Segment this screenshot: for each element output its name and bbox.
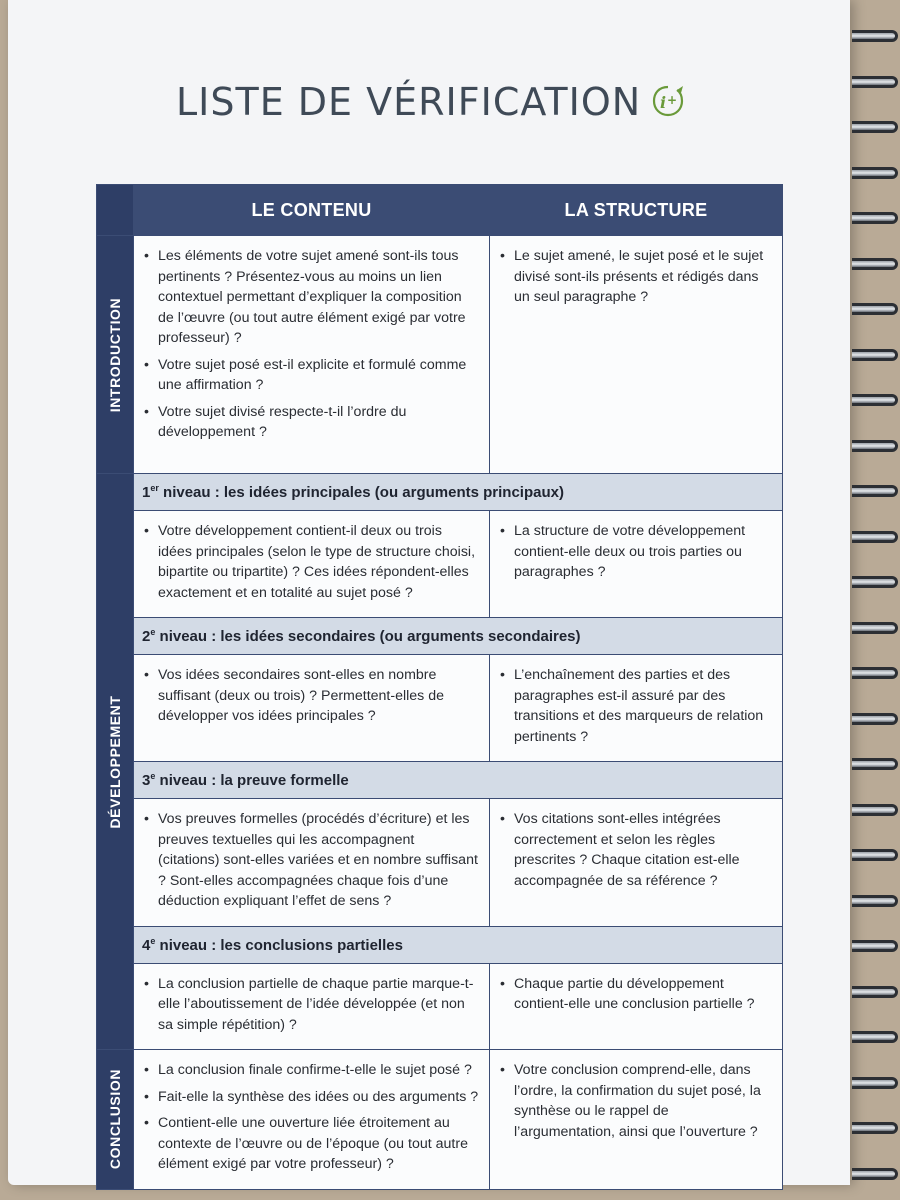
- section-label-developpement: DÉVELOPPEMENT: [97, 474, 134, 1050]
- intro-structure-cell: [490, 236, 783, 474]
- svg-text:+: +: [667, 93, 678, 107]
- level-3-structure-cell: [490, 799, 783, 927]
- level-heading-2: 2e niveau : les idées secondaires (ou arguments secondaires): [134, 618, 783, 655]
- spiral-ring: [852, 212, 898, 224]
- spiral-ring: [852, 167, 898, 179]
- spiral-ring: [852, 940, 898, 952]
- spiral-ring: [852, 1122, 898, 1134]
- checklist-items: [490, 1050, 782, 1156]
- level-2-contenu-cell: [134, 655, 490, 762]
- checklist-items: [134, 799, 489, 926]
- conclusion-structure-cell: [490, 1050, 783, 1190]
- level-3-contenu-cell: [134, 799, 490, 927]
- spiral-ring: [852, 849, 898, 861]
- column-header-structure: LA STRUCTURE: [490, 185, 783, 236]
- checklist-items: [490, 236, 782, 322]
- checklist-items: [134, 1050, 489, 1189]
- level-heading-1: 1er niveau : les idées principales (ou arguments principaux): [134, 474, 783, 511]
- spiral-ring: [852, 440, 898, 452]
- checklist-items: [490, 511, 782, 597]
- checklist-item: • Votre sujet divisé respecte-t-il l’ordre du développement ?: [158, 402, 479, 443]
- checklist-items: [134, 964, 489, 1050]
- spiral-binding: [848, 0, 900, 1200]
- spiral-ring: [852, 30, 898, 42]
- checklist-item: • Votre développement contient-il deux ou trois idées principales (selon le type de structure choisi, bipartite ou tripartite) ? Ces idées répondent-elles exactement et en totalité au sujet posé ?: [158, 521, 479, 603]
- spiral-ring: [852, 804, 898, 816]
- checklist-item: • Les éléments de votre sujet amené sont-ils tous pertinents ? Présentez-vous au moins un lien contextuel permettant d’expliquer la composition de l’œuvre (ou tout autre élément exigé par votre professeur) ?: [158, 246, 479, 349]
- checklist-items: [134, 236, 489, 457]
- table-corner: [97, 185, 134, 236]
- spiral-ring: [852, 303, 898, 315]
- spiral-ring: [852, 1077, 898, 1089]
- checklist-item: • Le sujet amené, le sujet posé et le sujet divisé sont-ils présents et rédigés dans un seul paragraphe ?: [514, 246, 772, 308]
- spiral-ring: [852, 76, 898, 88]
- checklist-item: • La structure de votre développement contient-elle deux ou trois parties ou paragraphes ?: [514, 521, 772, 583]
- spiral-ring: [852, 1168, 898, 1180]
- level-heading-4: 4e niveau : les conclusions partielles: [134, 926, 783, 963]
- spiral-ring: [852, 713, 898, 725]
- spiral-ring: [852, 485, 898, 497]
- checklist-item: • Vos idées secondaires sont-elles en nombre suffisant (deux ou trois) ? Permettent-elles de développer vos idées principales ?: [158, 665, 479, 727]
- checklist-items: [134, 511, 489, 617]
- checklist-item: • La conclusion partielle de chaque partie marque-t-elle l’aboutissement de l’idée développée (et non sa simple répétition) ?: [158, 974, 479, 1036]
- spiral-ring: [852, 121, 898, 133]
- level-4-contenu-cell: [134, 963, 490, 1050]
- column-header-contenu: LE CONTENU: [134, 185, 490, 236]
- spiral-ring: [852, 349, 898, 361]
- spiral-ring: [852, 576, 898, 588]
- checklist-item: • Votre conclusion comprend-elle, dans l’ordre, la confirmation du sujet posé, la synthèse ou le rappel de l’argumentation, ainsi que l’ouverture ?: [514, 1060, 772, 1142]
- checklist-item: • Contient-elle une ouverture liée étroitement au contexte de l’œuvre ou de l’époque (ou tout autre élément exigé par votre professeur) ?: [158, 1113, 479, 1175]
- svg-text:i: i: [660, 93, 667, 112]
- document-page: [8, 0, 850, 1185]
- checklist-item: • Votre sujet posé est-il explicite et formulé comme une affirmation ?: [158, 355, 479, 396]
- checklist-table: [96, 184, 783, 1190]
- spiral-ring: [852, 758, 898, 770]
- level-2-structure-cell: [490, 655, 783, 762]
- checklist-item: • L’enchaînement des parties et des paragraphes est-il assuré par des transitions et des marqueurs de relation pertinents ?: [514, 665, 772, 747]
- spiral-ring: [852, 394, 898, 406]
- checklist-items: [134, 655, 489, 741]
- checklist-item: • Fait-elle la synthèse des idées ou des arguments ?: [158, 1087, 479, 1108]
- spiral-ring: [852, 986, 898, 998]
- intro-contenu-cell: [134, 236, 490, 474]
- checklist-item: • Vos preuves formelles (procédés d’écriture) et les preuves textuelles qui les accompagnent (citations) sont-elles variées et en nombre suffisant ? Sont-elles accompagnées chaque fois d’une déduction expliquant l’effet de sens ?: [158, 809, 479, 912]
- spiral-ring: [852, 895, 898, 907]
- level-1-structure-cell: [490, 511, 783, 618]
- section-label-conclusion: CONCLUSION: [97, 1050, 134, 1190]
- spiral-ring: [852, 531, 898, 543]
- checklist-item: • Vos citations sont-elles intégrées correctement et selon les règles prescrites ? Chaque citation est-elle accompagnée de sa référence ?: [514, 809, 772, 891]
- spiral-ring: [852, 1031, 898, 1043]
- i-plus-leaf-icon: [651, 84, 685, 118]
- section-label-introduction: INTRODUCTION: [97, 236, 134, 474]
- checklist-items: [490, 655, 782, 761]
- level-4-structure-cell: [490, 963, 783, 1050]
- spiral-ring: [852, 622, 898, 634]
- checklist-item: • La conclusion finale confirme-t-elle le sujet posé ?: [158, 1060, 479, 1081]
- conclusion-contenu-cell: [134, 1050, 490, 1190]
- level-heading-3: 3e niveau : la preuve formelle: [134, 762, 783, 799]
- spiral-ring: [852, 667, 898, 679]
- checklist-items: [490, 964, 782, 1029]
- page-title: LISTE DE VÉRIFICATION: [176, 80, 642, 124]
- checklist-item: • Chaque partie du développement contient-elle une conclusion partielle ?: [514, 974, 772, 1015]
- level-1-contenu-cell: [134, 511, 490, 618]
- checklist-items: [490, 799, 782, 905]
- spiral-ring: [852, 258, 898, 270]
